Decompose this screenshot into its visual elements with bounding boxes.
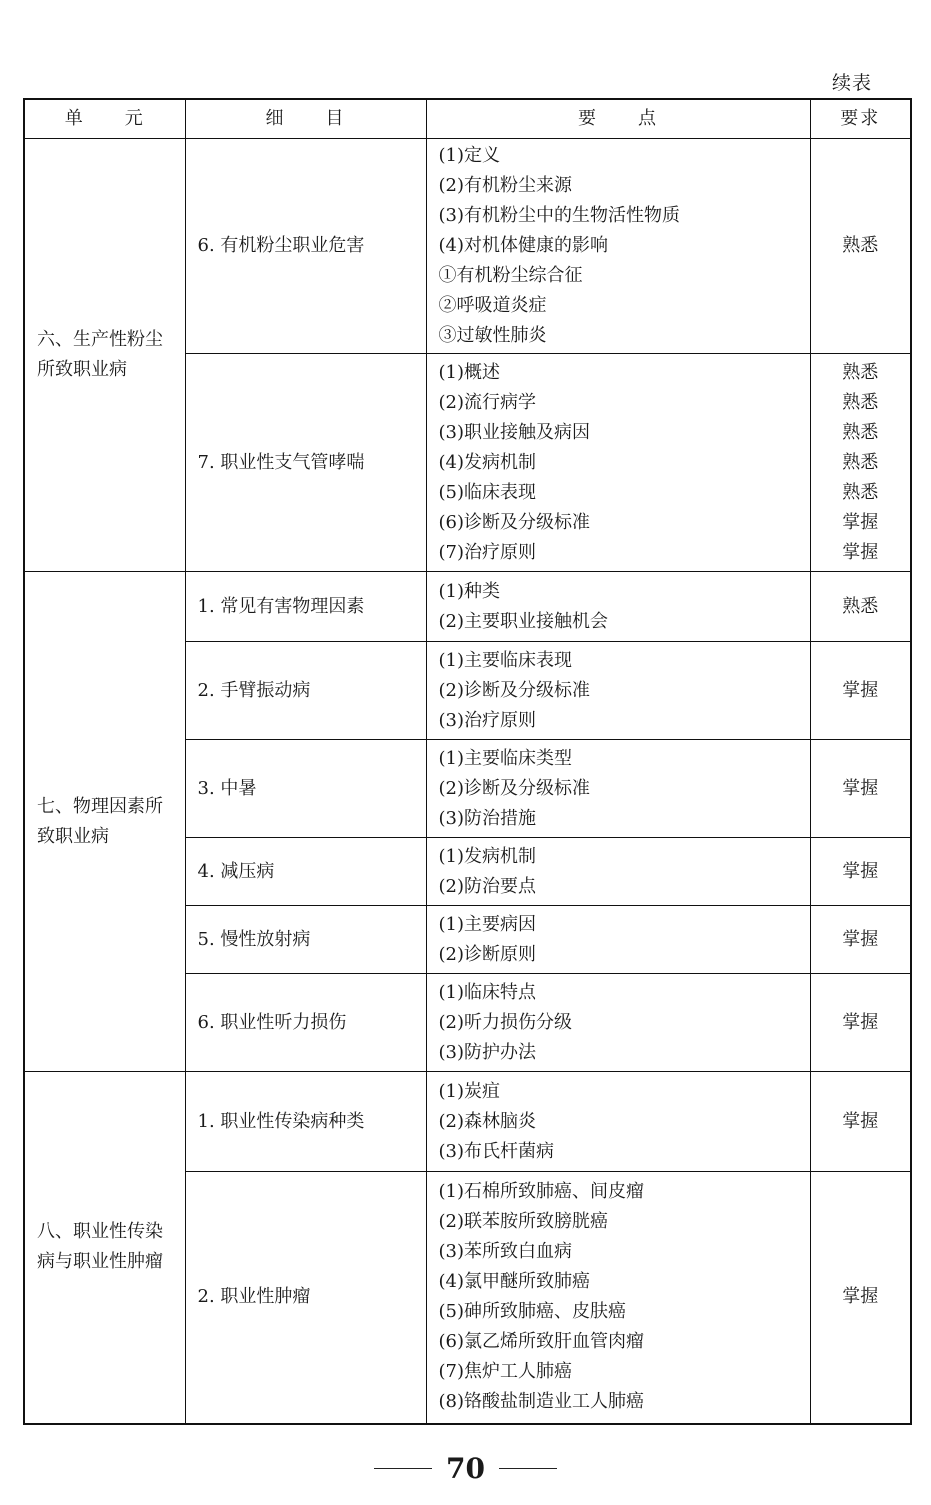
table-row: [24, 139, 911, 354]
footer-rule-left: [374, 1468, 432, 1469]
point-item: (7)治疗原则: [438, 541, 536, 563]
point-item: (3)职业接触及病因: [438, 421, 590, 443]
points-list: [439, 910, 798, 970]
requirement-cell: [810, 740, 911, 838]
requirement-value: 掌握: [842, 777, 879, 799]
unit-cell: 八、职业性传染病与职业性肿瘤: [24, 1072, 185, 1424]
point-item: (5)砷所致肺癌、皮肤癌: [438, 1301, 626, 1323]
points-list: [439, 358, 798, 568]
requirement-cell: [810, 906, 911, 974]
point-item: (3)有机粉尘中的生物活性物质: [438, 205, 680, 226]
point-item: (3)苯所致白血病: [438, 1241, 572, 1263]
point-item: (4)发病机制: [438, 451, 536, 473]
point-item: (1)种类: [438, 580, 500, 602]
requirement-value: 熟悉: [842, 235, 879, 256]
item-cell: 6. 有机粉尘职业危害: [185, 139, 426, 354]
requirement-item: 掌握: [842, 541, 879, 563]
requirement-cell: [810, 838, 911, 906]
footer-rule-right: [499, 1468, 557, 1469]
item-cell: 3. 中暑: [185, 740, 426, 838]
unit-cell: 六、生产性粉尘所致职业病: [24, 139, 185, 572]
point-item: (1)定义: [438, 145, 500, 166]
point-item: (4)对机体健康的影响: [438, 235, 608, 256]
requirement-value: 掌握: [842, 679, 879, 701]
point-item: (4)氯甲醚所致肺癌: [438, 1271, 590, 1293]
point-item: (3)布氏杆菌病: [438, 1140, 554, 1162]
item-cell: 2. 手臂振动病: [185, 642, 426, 740]
point-item: (7)焦炉工人肺癌: [438, 1361, 572, 1383]
requirement-cell: [810, 572, 911, 642]
requirement-item: 熟悉: [842, 481, 879, 503]
requirement-item: 熟悉: [842, 391, 879, 413]
point-item: (2)主要职业接触机会: [438, 610, 608, 632]
point-item: (6)诊断及分级标准: [438, 511, 590, 533]
requirement-cell: [810, 642, 911, 740]
points-cell: [426, 139, 810, 354]
point-item: (3)防治措施: [438, 807, 536, 829]
header-unit: 单 元: [24, 99, 185, 139]
points-list: [439, 141, 798, 351]
unit-cell: 七、物理因素所致职业病: [24, 572, 185, 1072]
point-item: (2)诊断原则: [438, 943, 536, 965]
header-requirement: 要求: [810, 99, 911, 139]
points-cell: [426, 1172, 810, 1424]
point-item: (1)发病机制: [438, 845, 536, 867]
page-number: 70: [446, 1451, 485, 1485]
point-item: (2)诊断及分级标准: [438, 679, 590, 701]
point-item: ①有机粉尘综合征: [438, 265, 583, 286]
requirement-cell: [810, 139, 911, 354]
requirement-cell: [810, 1172, 911, 1424]
item-cell: 1. 常见有害物理因素: [185, 572, 426, 642]
continued-table-label: 续表: [832, 72, 873, 94]
points-cell: [426, 740, 810, 838]
table-row: [24, 1072, 911, 1172]
requirement-cell: [810, 354, 911, 572]
points-cell: [426, 354, 810, 572]
point-item: (2)防治要点: [438, 875, 536, 897]
point-item: (2)有机粉尘来源: [438, 175, 572, 196]
requirement-item: 熟悉: [842, 451, 879, 473]
requirement-item: 掌握: [842, 511, 879, 533]
requirement-value: 掌握: [842, 860, 879, 882]
point-item: (2)森林脑炎: [438, 1110, 536, 1132]
points-cell: [426, 642, 810, 740]
points-list: [439, 744, 798, 834]
item-cell: 1. 职业性传染病种类: [185, 1072, 426, 1172]
requirement-item: 熟悉: [842, 361, 879, 383]
requirement-value: 掌握: [842, 1286, 879, 1308]
item-cell: 5. 慢性放射病: [185, 906, 426, 974]
point-item: (1)概述: [438, 361, 500, 383]
point-item: (2)流行病学: [438, 391, 536, 413]
header-points: 要 点: [426, 99, 810, 139]
points-list: [439, 978, 798, 1068]
point-item: ②呼吸道炎症: [438, 295, 547, 316]
page-footer: [0, 1448, 931, 1488]
point-item: (3)治疗原则: [438, 709, 536, 731]
point-item: (6)氯乙烯所致肝血管肉瘤: [438, 1331, 644, 1353]
requirement-item: 熟悉: [842, 421, 879, 443]
points-cell: [426, 1072, 810, 1172]
points-list: [439, 577, 798, 637]
requirement-list: [823, 358, 899, 568]
item-cell: 6. 职业性听力损伤: [185, 974, 426, 1072]
requirement-cell: [810, 974, 911, 1072]
points-cell: [426, 572, 810, 642]
points-list: [439, 1077, 798, 1167]
point-item: (2)联苯胺所致膀胱癌: [438, 1211, 608, 1233]
point-item: (8)铬酸盐制造业工人肺癌: [438, 1391, 644, 1413]
points-list: [439, 1177, 798, 1417]
table-body: [24, 139, 911, 1424]
requirement-value: 熟悉: [842, 595, 879, 617]
point-item: (1)主要临床类型: [438, 747, 572, 769]
point-item: (1)石棉所致肺癌、间皮瘤: [438, 1181, 644, 1203]
point-item: (2)听力损伤分级: [438, 1011, 572, 1033]
point-item: (2)诊断及分级标准: [438, 777, 590, 799]
table-header-row: [24, 99, 911, 139]
header-item: 细 目: [185, 99, 426, 139]
points-cell: [426, 838, 810, 906]
requirement-value: 掌握: [842, 1011, 879, 1033]
point-item: (1)主要病因: [438, 913, 536, 935]
points-list: [439, 842, 798, 902]
point-item: (1)主要临床表现: [438, 649, 572, 671]
point-item: (5)临床表现: [438, 481, 536, 503]
requirement-value: 掌握: [842, 928, 879, 950]
table-row: [24, 572, 911, 642]
item-cell: 2. 职业性肿瘤: [185, 1172, 426, 1424]
point-item: ③过敏性肺炎: [438, 325, 547, 346]
point-item: (1)临床特点: [438, 981, 536, 1003]
points-cell: [426, 974, 810, 1072]
point-item: (3)防护办法: [438, 1041, 536, 1063]
item-cell: 4. 减压病: [185, 838, 426, 906]
item-cell: 7. 职业性支气管哮喘: [185, 354, 426, 572]
requirement-cell: [810, 1072, 911, 1172]
point-item: (1)炭疽: [438, 1080, 500, 1102]
points-cell: [426, 906, 810, 974]
syllabus-table: [23, 98, 912, 1425]
points-list: [439, 646, 798, 736]
requirement-value: 掌握: [842, 1110, 879, 1132]
